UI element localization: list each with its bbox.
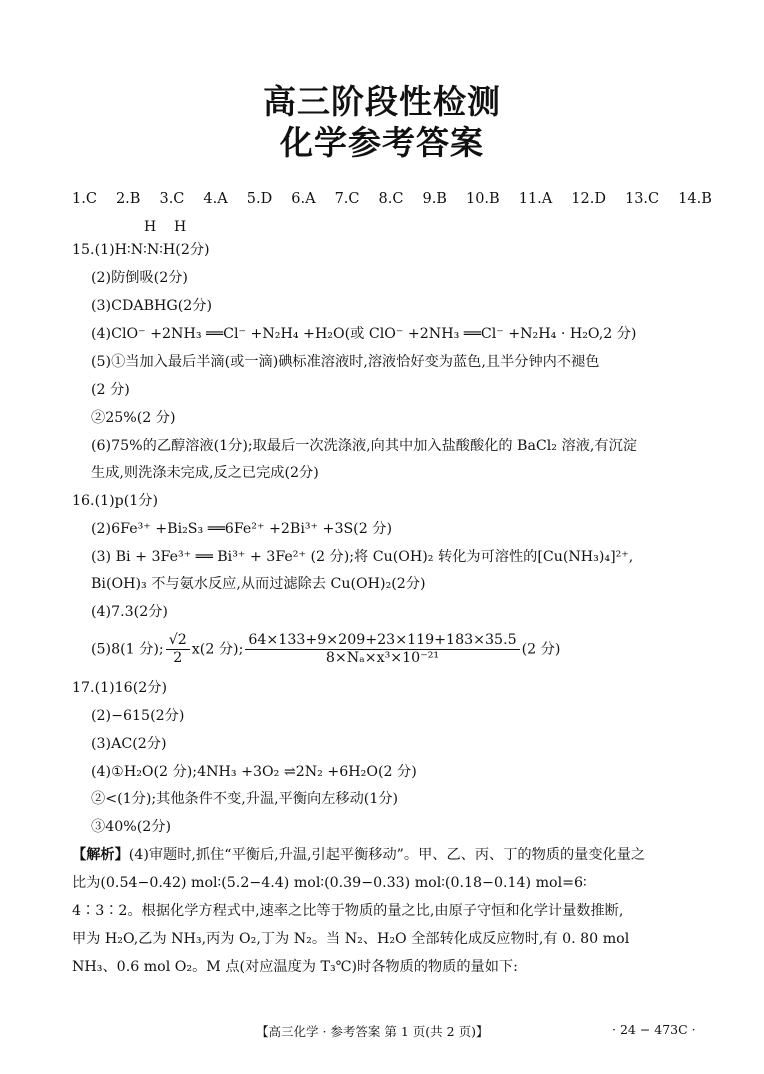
mc-answer: 1.C: [72, 191, 97, 207]
q16-5-suffix: (2 分): [521, 641, 561, 658]
mc-answer: 7.C: [334, 191, 360, 207]
analysis-label: 【解析】: [72, 847, 129, 863]
q15-line-5a: (5)①当加入最后半滴(或一滴)碘标准溶液时,溶液恰好变为蓝色,且半分钟内不褪色: [91, 354, 600, 370]
q15-line-5b: (2 分): [91, 382, 130, 398]
q17-line-6: ③40%(2分): [91, 819, 172, 835]
fraction-denominator: 8×Nₐ×x³×10⁻²¹: [325, 650, 440, 666]
q15-line-3: (3)CDABHG(2分): [91, 298, 212, 314]
mc-answer: 9.B: [422, 191, 447, 207]
footer-page-info: 【高三化学 · 参考答案 第 1 页(共 2 页)】: [256, 1024, 489, 1039]
multiple-choice-answers: [72, 191, 712, 207]
q17-line-1: 17.(1)16(2分): [72, 680, 167, 696]
q15-line-1: 15.(1)H∶N∶N∶H(2分): [72, 242, 210, 258]
analysis-text-1: (4)审题时,抓住“平衡后,升温,引起平衡移动”。甲、乙、丙、丁的物质的量变化量之: [128, 847, 646, 863]
mc-answer: 10.B: [465, 191, 500, 207]
q16-line-4: (4)7.3(2分): [91, 604, 168, 620]
q16-line-2: (2)6Fe³⁺ +Bi₂S₃ ══6Fe²⁺ +2Bi³⁺ +3S(2 分): [91, 521, 392, 537]
analysis-line-5: NH₃、0.6 mol O₂。M 点(对应温度为 T₃℃)时各物质的物质的量如下:: [72, 959, 518, 975]
q15-line-6a: (6)75%的乙醇溶液(1分);取最后一次洗涤液,向其中加入盐酸酸化的 BaCl₂ 溶液,有沉淀: [91, 438, 637, 454]
page-subtitle: 化学参考答案: [280, 123, 484, 162]
footer-code: · 24 − 473C ·: [612, 1022, 696, 1037]
mc-answer: 4.A: [203, 191, 228, 207]
q16-5-mid: x(2 分);: [191, 641, 244, 658]
mc-answer: 12.D: [571, 191, 606, 207]
q17-line-5: ②<(1分);其他条件不变,升温,平衡向左移动(1分): [91, 791, 399, 807]
mc-answer: 2.B: [115, 191, 141, 207]
sqrt2-over-2-fraction: [166, 632, 190, 667]
analysis-line-3: 4∶3∶2。根据化学方程式中,速率之比等于物质的量之比,由原子守恒和化学计量数推断,: [72, 903, 624, 919]
q15-line-5c: ②25%(2 分): [91, 410, 176, 426]
page-title: 高三阶段性检测: [263, 82, 501, 121]
density-fraction: [245, 632, 519, 667]
analysis-line-4: 甲为 H₂O,乙为 NH₃,丙为 O₂,丁为 N₂。当 N₂、H₂O 全部转化成反应物时,有 0. 80 mol: [72, 931, 630, 947]
mc-answer: 8.C: [378, 191, 404, 207]
analysis-line-2: 比为(0.54−0.42) mol∶(5.2−4.4) mol∶(0.39−0.33) mol∶(0.18−0.14) mol=6∶: [72, 875, 587, 891]
mc-answer: 6.A: [291, 191, 316, 207]
mc-answer: 14.B: [678, 191, 712, 207]
mc-answer: 13.C: [624, 191, 660, 207]
q16-5-prefix: (5)8(1 分);: [91, 641, 164, 658]
q15-line-2: (2)防倒吸(2分): [91, 270, 188, 286]
mc-answer: 11.A: [518, 191, 553, 207]
q16-line-1: 16.(1)p(1分): [72, 493, 159, 509]
analysis-line-1: [72, 845, 645, 865]
fraction-numerator: 64×133+9×209+23×119+183×35.5: [245, 632, 519, 650]
mc-answer: 5.D: [246, 191, 273, 207]
fraction-denominator: 2: [173, 650, 183, 666]
q16-line-3b: Bi(OH)₃ 不与氨水反应,从而过滤除去 Cu(OH)₂(2分): [91, 576, 426, 592]
fraction-numerator: √2: [166, 632, 190, 650]
q17-line-4: (4)①H₂O(2 分);4NH₃ +3O₂ ⇌2N₂ +6H₂O(2 分): [91, 764, 417, 780]
q17-line-2: (2)−615(2分): [91, 708, 185, 724]
q17-line-3: (3)AC(2分): [91, 736, 167, 752]
mc-answer: 3.C: [159, 191, 185, 207]
q15-line-4: (4)ClO⁻ +2NH₃ ══Cl⁻ +N₂H₄ +H₂O(或 ClO⁻ +2NH₃ ══Cl⁻ +N₂H₄ · H₂O,2 分): [91, 326, 637, 342]
q15-line-6b: 生成,则洗涤未完成,反之已完成(2分): [91, 465, 319, 481]
lewis-hydrogen-labels: H H: [144, 219, 187, 235]
q16-line-3a: (3) Bi + 3Fe³⁺ ══ Bi³⁺ + 3Fe²⁺ (2 分);将 Cu(OH)₂ 转化为可溶性的[Cu(NH₃)₄]²⁺,: [91, 549, 634, 565]
q16-line-5: [91, 632, 560, 667]
